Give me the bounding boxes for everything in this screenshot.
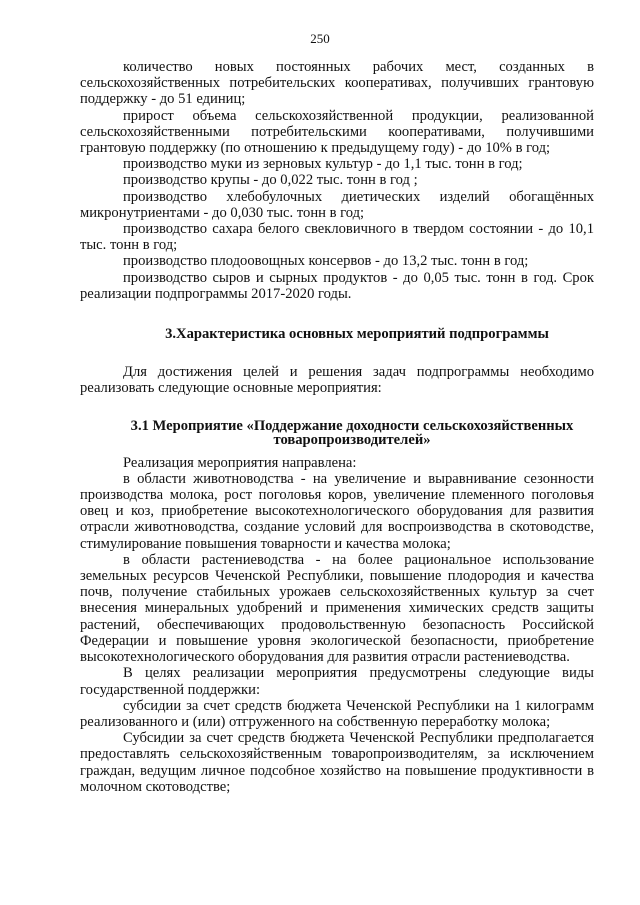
body-paragraph: в области растениеводства - на более рациональное использование земельных ресурсов Чеченской Республики, повышение плодородия и качества почв, получение стабильных урожаев сельскохозяйственных культур за счет внесения минеральных удобрений и применения химических средств защиты растений, обеспечивающих продовольственную безопасность Российской Федерации и повышение уровня экологической безопасности, приобретение высокотехнологического оборудования для развития отрасли растениеводства. [80,551,594,666]
body-paragraph: в области животноводства - на увеличение и выравнивание сезонности производства молока, рост поголовья коров, увеличение племенного поголовья овец и коз, приобретение высокотехнологического оборудования для развития отрасли животноводства, создание условий для воспроизводства в скотоводстве, стимулирование повышения товарности и качества молока; [80,470,594,552]
target-indicator-paragraph: количество новых постоянных рабочих мест, созданных в сельскохозяйственных потребительских кооперативах, получивших грантовую поддержку - до 51 единиц; [80,59,594,108]
target-indicator-paragraph: производство хлебобулочных диетических изделий обогащённых микронутриентами - до 0,030 тыс. тонн в год; [80,188,594,221]
body-paragraph: В целях реализации мероприятия предусмотрены следующие виды государственной поддержки: [80,665,594,698]
body-paragraph: Реализация мероприятия направлена: [123,454,357,471]
section-heading: 3.Характеристика основных мероприятий подпрограммы [165,326,549,343]
subsection-heading: 3.1 Мероприятие «Поддержание доходности сельскохозяйственных товаропроизводителей» [130,417,574,448]
target-indicator-paragraph: производство муки из зерновых культур - до 1,1 тыс. тонн в год; [123,156,523,173]
document-body [80,59,594,795]
target-indicator-paragraph: производство крупы - до 0,022 тыс. тонн в год ; [123,172,418,189]
body-paragraph: Субсидии за счет средств бюджета Чеченской Республики предполагается предоставлять сельскохозяйственным товаропроизводителям, за исключением граждан, ведущим личное подсобное хозяйство на повышение продуктивности в молочном скотоводстве; [80,730,594,795]
page-number: 250 [310,31,330,46]
target-indicator-paragraph: производство сыров и сырных продуктов - до 0,05 тыс. тонн в год. Срок реализации подпрограммы 2017-2020 годы. [80,269,594,302]
target-indicator-paragraph: производство сахара белого свекловичного в твердом состоянии - до 10,1 тыс. тонн в год; [80,221,594,254]
target-indicator-paragraph: производство плодоовощных консервов - до 13,2 тыс. тонн в год; [123,253,529,270]
target-indicator-paragraph: прирост объема сельскохозяйственной продукции, реализованной сельскохозяйственными потребительскими кооперативами, получившими грантовую поддержку (по отношению к предыдущему году) - до 10% в год; [80,107,594,157]
body-paragraph: субсидии за счет средств бюджета Чеченской Республики на 1 килограмм реализованного и (или) отгруженного на собственную переработку молока; [80,697,594,730]
intro-paragraph: Для достижения целей и решения задач подпрограммы необходимо реализовать следующие основные мероприятия: [80,364,594,397]
